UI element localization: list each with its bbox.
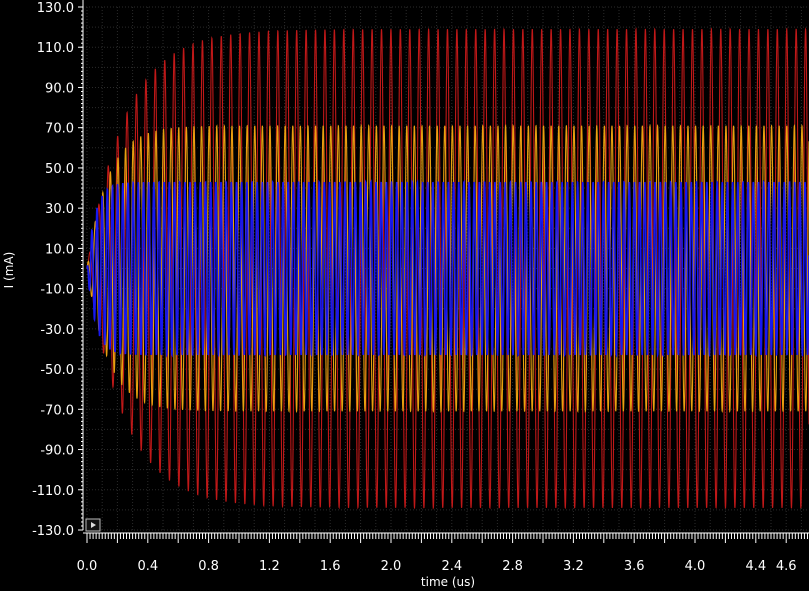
x-tick-label: 3.2 (563, 559, 584, 574)
x-tick-label: 0.4 (137, 559, 159, 574)
x-tick-label: 1.2 (259, 559, 280, 574)
y-tick-label: -130.0 (32, 524, 74, 539)
y-tick-label: -50.0 (40, 363, 74, 379)
x-tick-label: 4.0 (684, 559, 706, 574)
y-tick-label: 90.0 (45, 81, 74, 97)
y-tick-label: -110.0 (32, 483, 74, 499)
y-tick-label: 10.0 (45, 242, 74, 258)
x-tick-label: 3.6 (623, 559, 645, 574)
x-tick-label: 1.6 (319, 559, 341, 574)
y-tick-label: 70.0 (45, 121, 74, 137)
x-tick-label: 4.4 (745, 559, 767, 574)
y-tick-label: -10.0 (40, 282, 74, 298)
y-tick-label: 30.0 (45, 202, 74, 218)
y-axis-title: I (mA) (2, 251, 16, 289)
x-tick-label: 2.4 (441, 559, 463, 574)
y-tick-label: -90.0 (40, 443, 74, 459)
x-tick-label: 0.0 (76, 559, 98, 574)
x-tick-label: 2.0 (380, 559, 402, 574)
y-tick-label: 50.0 (45, 161, 74, 177)
x-tick-label: 2.8 (502, 559, 523, 574)
y-tick-label: 110.0 (36, 41, 74, 57)
x-axis-title: time (us) (420, 575, 476, 589)
x-tick-label: 0.8 (198, 559, 219, 574)
y-tick-label: -30.0 (40, 322, 74, 338)
x-tick-label: 4.6 (775, 559, 797, 574)
play-icon[interactable] (86, 519, 100, 531)
y-tick-label: -70.0 (40, 403, 74, 419)
y-tick-label: 130.0 (36, 1, 74, 16)
